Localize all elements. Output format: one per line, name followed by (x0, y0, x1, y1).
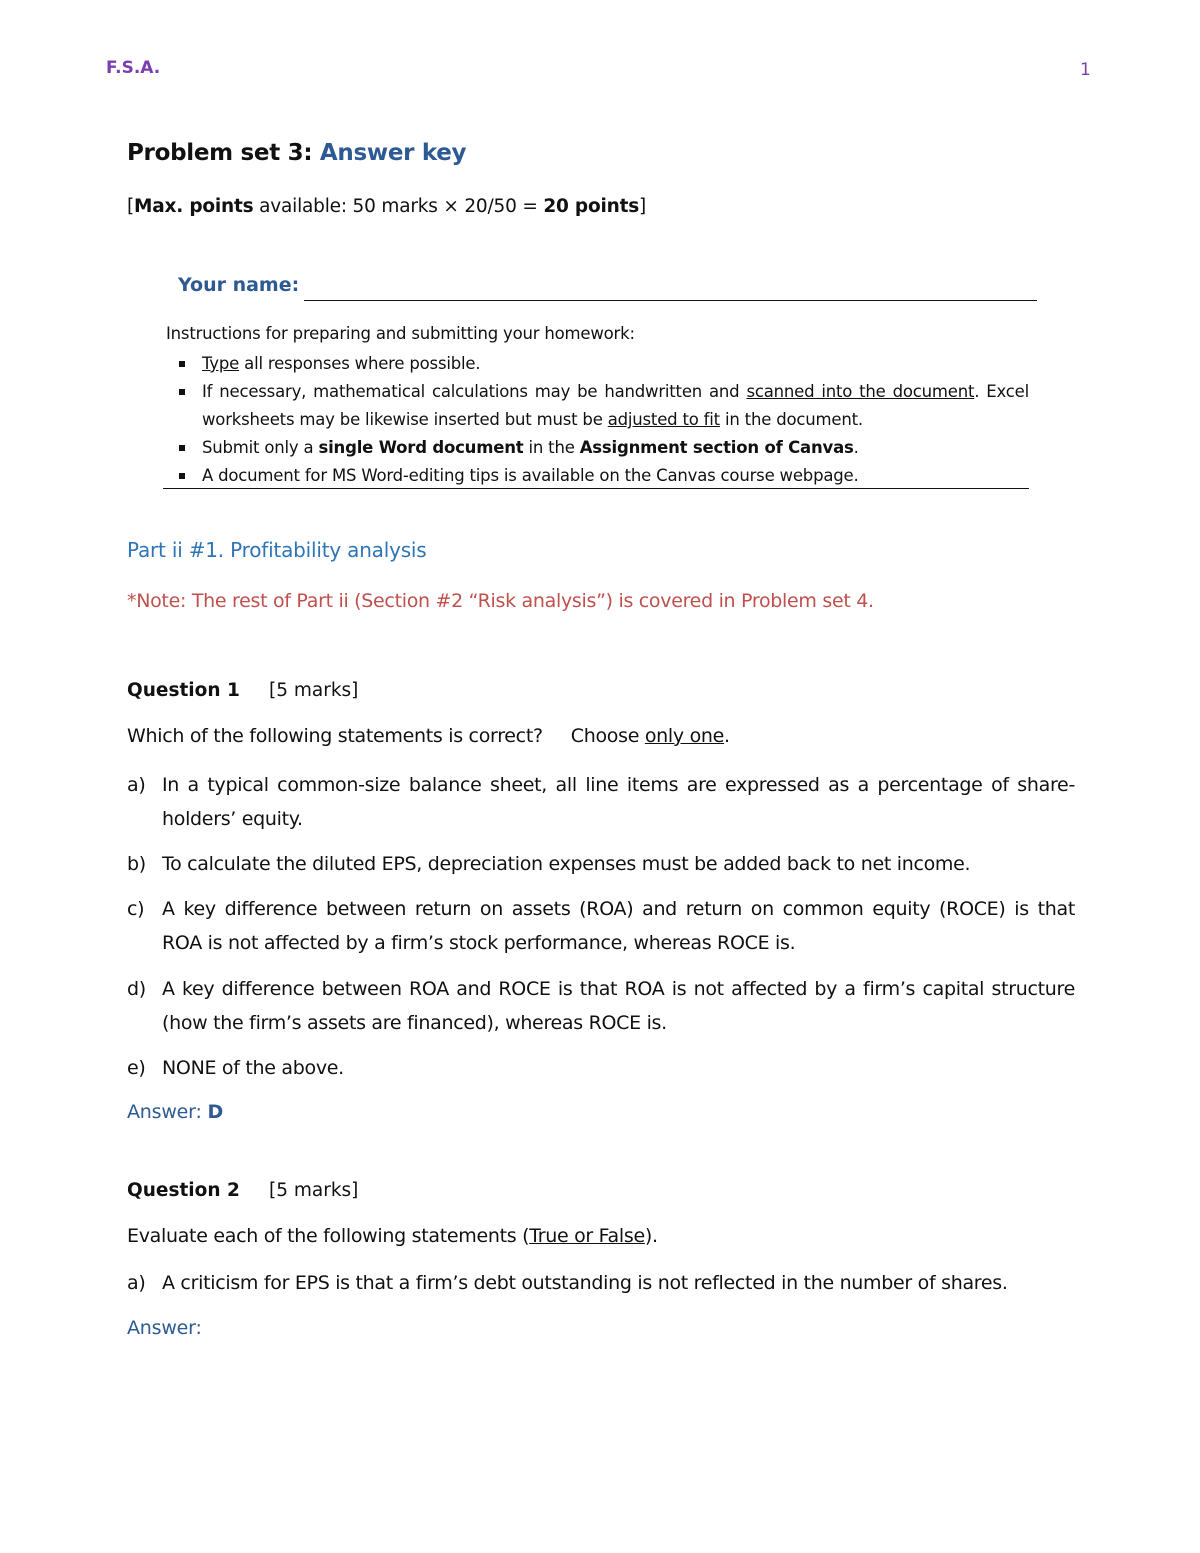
option-letter: e) (127, 1057, 146, 1079)
instruction-bold: Assignment section of Canvas (579, 438, 854, 457)
question-2-stem-prefix: Evaluate each of the following statements ( (127, 1225, 530, 1247)
instruction-underline: adjusted to fit (607, 410, 720, 429)
choose-prefix: Choose (570, 725, 645, 747)
max-points-middle: available: 50 marks × 20/50 = (253, 196, 544, 217)
question-1-label: Question 1 (127, 680, 240, 701)
question-2-stem (127, 1225, 658, 1247)
option-letter: d) (127, 978, 146, 1000)
instruction-underline: scanned into the document (746, 382, 975, 401)
instructions-divider (163, 488, 1029, 489)
title-accent: Answer key (319, 140, 467, 166)
option-text: A criticism for EPS is that a firm’s debt outstanding is not reflected in the number of shares. (162, 1272, 1008, 1294)
question-1-option-a (127, 768, 1075, 836)
question-2-stem-suffix: ). (644, 1225, 658, 1247)
max-points-bold: Max. points (134, 196, 254, 217)
question-2-marks: [5 marks] (269, 1180, 359, 1201)
question-1-stem (127, 725, 730, 747)
option-letter: a) (127, 1272, 146, 1294)
question-1-option-b (127, 847, 1075, 881)
instruction-bold: single Word document (318, 438, 524, 457)
instruction-text: in the document. (719, 410, 863, 429)
instruction-item (163, 434, 1029, 462)
document-title (127, 140, 466, 166)
your-name-label: Your name: (178, 274, 300, 296)
max-points-line (127, 196, 646, 217)
instruction-text: all responses where possible. (239, 354, 481, 373)
instruction-item (163, 378, 1029, 434)
question-1-marks: [5 marks] (269, 680, 359, 701)
bullet-icon (179, 473, 185, 479)
question-1-stem-text: Which of the following statements is correct? (127, 725, 543, 747)
choose-instruction (571, 725, 730, 747)
part-heading: Part ii #1. Profitability analysis (127, 538, 427, 562)
instruction-underline: Type (202, 354, 240, 373)
instruction-item (163, 462, 1029, 490)
option-text: A key difference between return on assets (ROA) and return on common equity (ROCE) is that ROA is not affected by a firm’s stock performance, whereas ROCE is. (162, 898, 1075, 954)
instruction-text: . Excel worksheets may be likewise inserted but must be (202, 382, 1029, 429)
option-text: In a typical common-size balance sheet, all line items are expressed as a percentage of share-holders’ equity. (162, 774, 1075, 830)
instruction-item (163, 350, 1029, 378)
your-name-field[interactable] (304, 300, 1037, 301)
instruction-text: A document for MS Word-editing tips is available on the Canvas course webpage. (202, 466, 859, 485)
section-note: *Note: The rest of Part ii (Section #2 “Risk analysis”) is covered in Problem set 4. (127, 590, 874, 612)
bullet-icon (179, 389, 185, 395)
instruction-text: Submit only a (202, 438, 319, 457)
question-1-heading (127, 680, 359, 701)
question-1-option-c (127, 892, 1075, 960)
option-letter: b) (127, 853, 146, 875)
bullet-icon (179, 361, 185, 367)
option-text: To calculate the diluted EPS, depreciation expenses must be added back to net income. (162, 853, 971, 875)
choose-suffix: . (724, 725, 730, 747)
instructions-box (163, 322, 1029, 490)
max-points-open: [ (127, 196, 135, 217)
question-1-answer (127, 1101, 223, 1123)
option-text: A key difference between ROA and ROCE is that ROA is not affected by a firm’s capital structure (how the firm’s assets are financed), whereas ROCE is. (162, 978, 1075, 1034)
question-2-heading (127, 1180, 359, 1201)
option-letter: c) (127, 898, 145, 920)
question-2-label: Question 2 (127, 1180, 240, 1201)
title-prefix: Problem set 3: (127, 140, 320, 166)
instruction-text: If necessary, mathematical calculations may be handwritten and (202, 382, 747, 401)
page-number: 1 (1080, 60, 1091, 80)
option-letter: a) (127, 774, 146, 796)
instruction-text: . (853, 438, 859, 457)
answer-value: D (207, 1101, 224, 1123)
instructions-list (163, 350, 1029, 490)
question-2-option-a (127, 1266, 1075, 1300)
instructions-heading: Instructions for preparing and submitting your homework: (166, 324, 635, 343)
question-1-option-e (127, 1051, 1075, 1085)
header-course-code: F.S.A. (106, 58, 161, 78)
question-2-answer[interactable] (127, 1317, 202, 1339)
question-1-option-d (127, 972, 1075, 1040)
bullet-icon (179, 445, 185, 451)
max-points-total: 20 points (543, 196, 640, 217)
question-2-stem-underline: True or False (529, 1225, 645, 1247)
max-points-close: ] (639, 196, 647, 217)
instruction-text: in the (523, 438, 580, 457)
answer-label: Answer: (127, 1317, 202, 1339)
option-text: NONE of the above. (162, 1057, 344, 1079)
your-name-row (178, 274, 1038, 304)
choose-underline: only one (644, 725, 725, 747)
answer-label: Answer: (127, 1101, 208, 1123)
